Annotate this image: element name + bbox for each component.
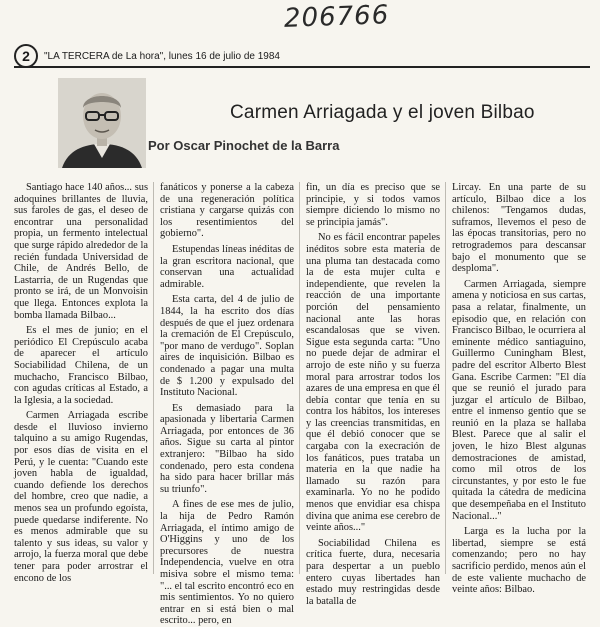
- paragraph: Es el mes de junio; en el periódico El Crepúsculo acaba de aparecer el artículo Sociabilidad Chilena, de un muchacho, Francisco Bilbao, con agudas críticas al Estado, a la Iglesia, a la sociedad.: [14, 325, 148, 406]
- portrait-illustration: [58, 78, 146, 168]
- article-byline: Por Oscar Pinochet de la Barra: [148, 138, 340, 153]
- paragraph: fin, un día es preciso que se principie, y si todos vamos siempre diciendo lo mismo no se principia jamás".: [306, 182, 440, 228]
- article-column-1: [14, 182, 148, 584]
- paragraph: Esta carta, del 4 de julio de 1844, la ha escrito dos días después de que el juez ordenara la cremación de El Crepúsculo, "por mano de verdugo". Soplan aires de inquisición. Bilbao es condenado a pagar una multa de $ 1.200 y expulsado del Instituto Nacional.: [160, 294, 294, 399]
- paragraph: Carmen Arriagada escribe desde el lluvioso invierno talquino a su amigo Rugendas, por esos días de visita en el Perú, y le cuenta: "Cuando este joven habla de igualdad, cuando defiende los derechos del hombre, creo que nadie, a menos sea un profundo egoísta, puede quedarse indiferente. No es menos admirable que su talento y sus ideas, su valor y arrojo, la fuerza moral que debe tener para poder arrostrar el encono de los: [14, 410, 148, 584]
- paragraph: Santiago hace 140 años... sus adoquines brillantes de lluvia, sus faroles de gas, el deseo de encontrar una personalidad propia, un fermento intelectual que surge rápido alrededor de la recién fundada Universidad de Chile, de Andrés Bello, de Lastarria, de un Rugendas que pronto se irá, de un Monvoisin que llega. Entonces explota la bomba llamada Bilbao...: [14, 182, 148, 321]
- article-column-2: [160, 182, 294, 627]
- paragraph: Es demasiado para la apasionada y libertaria Carmen Arriagada, por entonces de 36 años. Sigue su carta al pintor extranjero: "Bilbao ha sido condenado, pero esta condena ha sido para hacer brillar más su triunfo".: [160, 402, 294, 495]
- page-number: 2: [14, 44, 38, 68]
- paragraph: Sociabilidad Chilena es crítica fuerte, dura, necesaria para despertar a un pueblo entero cuyas libertades han estado muy restringidas desde la batalla de: [306, 537, 440, 607]
- paragraph: fanáticos y ponerse a la cabeza de una regeneración política cristiana y cargarse quizás con los resentimientos del gobierno".: [160, 182, 294, 240]
- article-column-4: [452, 182, 586, 596]
- paragraph: Estupendas líneas inéditas de la gran escritora nacional, que conservan una actualidad admirable.: [160, 243, 294, 290]
- paragraph: A fines de ese mes de julio, la hija de Pedro Ramón Arriagada, el íntimo amigo de O'Higgins y uno de los precursores de nuestra Independencia, vuelve en otra misiva sobre el mismo tema: "... el tal escrito encontró eco en mis sentimientos. Yo no quiero entrar en si está bien o mal escrito... pero, en: [160, 499, 294, 627]
- column-divider: [299, 182, 300, 574]
- dateline: "LA TERCERA de La hora", lunes 16 de julio de 1984: [44, 50, 280, 62]
- page-header: [14, 44, 590, 68]
- paragraph: No es fácil encontrar papeles inéditos sobre esta materia de una pluma tan destacada como la de esta mujer culta e independiente, que revelen la reacción de una importante porción del pensamiento nacional ante las horas escandalosas que se viven. Sigue esta segunda carta: "Uno no puede dejar de admirar el arrojo de este niño y su fuerza moral para arrostrar todos los azares de una empresa en que él debía contar que tenía en su contra los hábitos, los intereses y las creencias transmitidas, en que él debió conocer que se cargaba con la execración de los fanáticos, pues trataba un materia en la que nadie ha llamado su razón para examinarla. Yo no he podido menos que envidiar esa chispa divina que anima ese cerebro de veinte años...": [306, 232, 440, 534]
- column-divider: [445, 182, 446, 574]
- paragraph: Larga es la lucha por la libertad, siempre se está comenzando; pero no hay sacrificio perdido, menos aún el de este valiente muchacho de veinte años: Bilbao.: [452, 526, 586, 596]
- handwritten-archive-number: 206766: [283, 0, 390, 34]
- article-column-3: [306, 182, 440, 607]
- paragraph: Carmen Arriagada, siempre amena y noticiosa en sus cartas, pasa a relatar, finalmente, un episodio que, en relación con Francisco Bilbao, le ocurriera al eminente médico santiaguino, Guillermo Cuningham Blest, padre del escritor Alberto Blest Gana. Escribe Carmen: "El día que se reunió el jurado para juzgar el artículo de Bilbao, entre el inmenso gentío que se reunió en la plaza se hallaba Blest. Parece que al salir el joven, le hizo Blest algunas demostraciones de amistad, como mil otros de los circunstantes, y por esto le fue quitada la cátedra de medicina que desempeñaba en el Instituto Nacional...": [452, 278, 586, 522]
- article-title: Carmen Arriagada y el joven Bilbao: [230, 102, 535, 123]
- paragraph: Lircay. En una parte de su artículo, Bilbao dice a los chilenos: "Tengamos dudas, suframos, llevemos el peso de las épocas transitorias, pero no retrogrademos para descansar bajo el monumento que se desploma".: [452, 182, 586, 275]
- column-divider: [153, 182, 154, 574]
- author-portrait: [58, 78, 146, 168]
- header-rule: [14, 66, 590, 68]
